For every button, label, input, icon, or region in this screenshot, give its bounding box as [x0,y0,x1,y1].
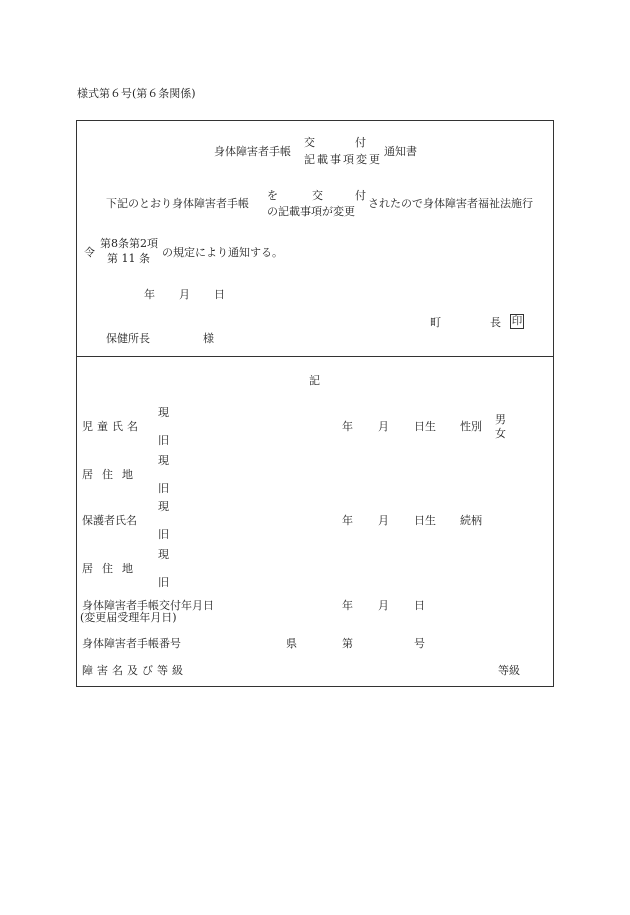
guardian-name-label: 保護者氏名 [82,514,137,527]
body-article-bottom: 第 11 条 [107,252,150,265]
guardian-residence-current: 現 [158,548,169,561]
child-birth-year: 年 [342,420,353,433]
child-birth-day: 日生 [414,420,436,433]
body-alt-top-2: 交 [312,189,323,202]
recipient-office: 保健所長 [106,332,150,345]
guardian-birth-month: 月 [378,514,389,527]
issue-date-label: 身体障害者手帳交付年月日 [82,599,214,612]
guardian-birth-day: 日生 [414,514,436,527]
gender-male: 男 [495,413,506,426]
details-heading: 記 [309,374,320,387]
child-residence-current: 現 [158,454,169,467]
body-alt-bottom: の記載事項が変更 [267,205,355,218]
body-line2-prefix: 令 [84,246,95,259]
title-suffix: 通知書 [384,145,417,158]
title-main: 身体障害者手帳 [214,145,291,158]
body-line2-suffix: の規定により通知する。 [162,246,283,259]
issue-year: 年 [342,599,353,612]
child-name-label: 児童氏名 [82,420,142,433]
body-article-top: 第8条第2項 [100,237,158,250]
gender-female: 女 [495,427,506,440]
issue-month: 月 [378,599,389,612]
body-alt-top-1: を [267,189,278,202]
date-month: 月 [179,288,190,301]
recipient-honorific: 様 [203,332,214,345]
body-alt-top-3: 付 [355,189,366,202]
relationship-label: 続柄 [460,514,482,527]
child-residence-label: 居住地 [82,468,142,481]
book-prefecture: 県 [286,637,297,650]
gender-label: 性別 [460,420,482,433]
title-alt-top: 交 付 [304,136,372,149]
child-name-current: 現 [158,406,169,419]
section-divider [76,356,554,357]
child-birth-month: 月 [378,420,389,433]
issue-day: 日 [414,599,425,612]
guardian-birth-year: 年 [342,514,353,527]
guardian-residence-label: 居住地 [82,562,142,575]
title-alt-bottom: 記載事項変更 [304,153,382,166]
grade-label: 等級 [498,664,520,677]
guardian-name-former: 旧 [158,528,169,541]
issuer-town: 町 [430,316,441,329]
date-year: 年 [144,288,155,301]
issuer-chief: 長 [490,316,501,329]
book-number-suffix: 号 [414,637,425,650]
guardian-name-current: 現 [158,500,169,513]
book-number-label: 身体障害者手帳番号 [82,637,181,650]
guardian-residence-former: 旧 [158,576,169,589]
form-number: 様式第６号(第６条関係) [77,87,196,100]
child-residence-former: 旧 [158,482,169,495]
seal-stamp-box: 印 [511,315,523,327]
body-line1-suffix: されたので身体障害者福祉法施行 [368,197,533,210]
change-date-label: (変更届受理年月日) [80,611,177,624]
body-line1-prefix: 下記のとおり身体障害者手帳 [106,197,249,210]
date-day: 日 [214,288,225,301]
child-name-former: 旧 [158,434,169,447]
disability-label: 障害名及び等級 [82,664,187,677]
book-number-prefix: 第 [342,637,353,650]
